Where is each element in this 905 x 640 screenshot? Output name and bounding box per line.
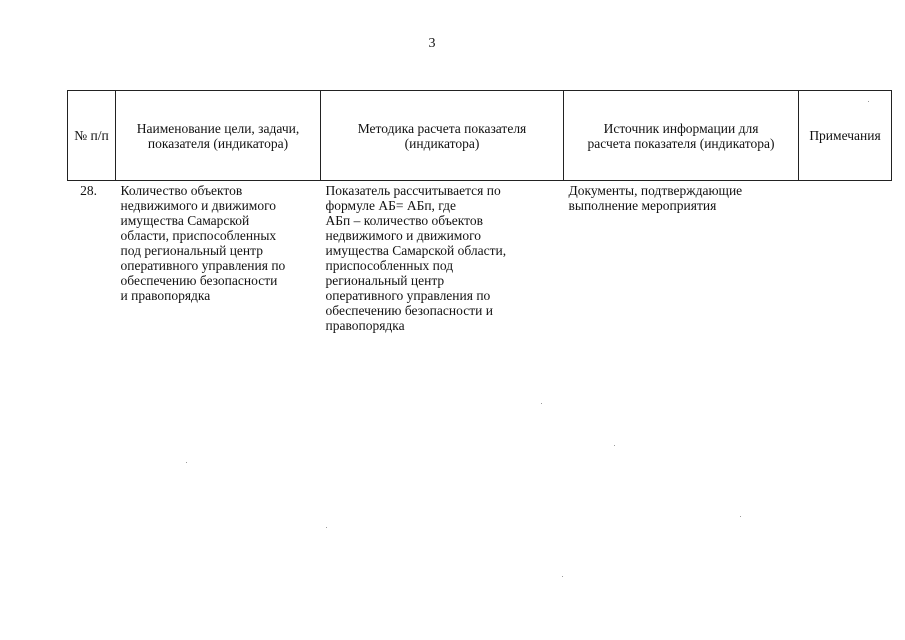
cell-line: оперативного управления по: [120, 258, 286, 273]
row-number: 28.: [80, 183, 97, 198]
header-goal-name: [116, 91, 321, 181]
table-row: [68, 181, 892, 334]
header-notes: [799, 91, 892, 181]
header-line: № п/п: [74, 128, 109, 143]
cell-line: имущества Самарской: [120, 213, 250, 228]
header-line: Примечания: [809, 128, 881, 143]
cell-line: и правопорядка: [120, 288, 211, 303]
row-method: [321, 181, 564, 334]
header-line: (индикатора): [404, 135, 480, 151]
indicator-table: [67, 90, 892, 333]
row-source: [564, 181, 799, 334]
header-method: [321, 91, 564, 181]
header-line: расчета показателя (индикатора): [587, 135, 775, 151]
cell-line: правопорядка: [325, 318, 405, 333]
scan-speck: [541, 403, 542, 404]
cell-line: Документы, подтверждающие: [568, 183, 743, 198]
cell-line: Показатель рассчитывается по: [325, 183, 501, 198]
scan-speck: [614, 445, 615, 446]
cell-line: Количество объектов: [120, 183, 243, 198]
table-header-row: [68, 91, 892, 181]
cell-line: имущества Самарской области,: [325, 243, 507, 258]
scan-speck: [186, 462, 187, 463]
header-number: [68, 91, 116, 181]
header-line: Методика расчета показателя: [357, 120, 527, 136]
header-line: показателя (индикатора): [147, 135, 289, 151]
scan-speck: [868, 101, 869, 102]
cell-line: региональный центр: [325, 273, 445, 288]
scan-speck: [562, 576, 563, 577]
header-line: Наименование цели, задачи,: [136, 120, 300, 136]
row-notes: [799, 181, 892, 334]
cell-line: формуле АБ= АБп, где: [325, 198, 457, 213]
cell-line: под региональный центр: [120, 243, 263, 258]
row-goal-name: [116, 181, 321, 334]
page-number: 3: [428, 36, 436, 51]
cell-line: обеспечению безопасности: [120, 273, 278, 288]
cell-line: оперативного управления по: [325, 288, 491, 303]
cell-line: выполнение мероприятия: [568, 198, 717, 213]
cell-line: обеспечению безопасности и: [325, 303, 493, 318]
scan-speck: [326, 527, 327, 528]
header-source: [564, 91, 799, 181]
header-line: Источник информации для: [603, 120, 759, 136]
scan-speck: [740, 516, 741, 517]
cell-line: недвижимого и движимого: [325, 228, 482, 243]
cell-line: АБп – количество объектов: [325, 213, 484, 228]
cell-line: области, приспособленных: [120, 228, 277, 243]
cell-line: недвижимого и движимого: [120, 198, 277, 213]
cell-line: приспособленных под: [325, 258, 454, 273]
